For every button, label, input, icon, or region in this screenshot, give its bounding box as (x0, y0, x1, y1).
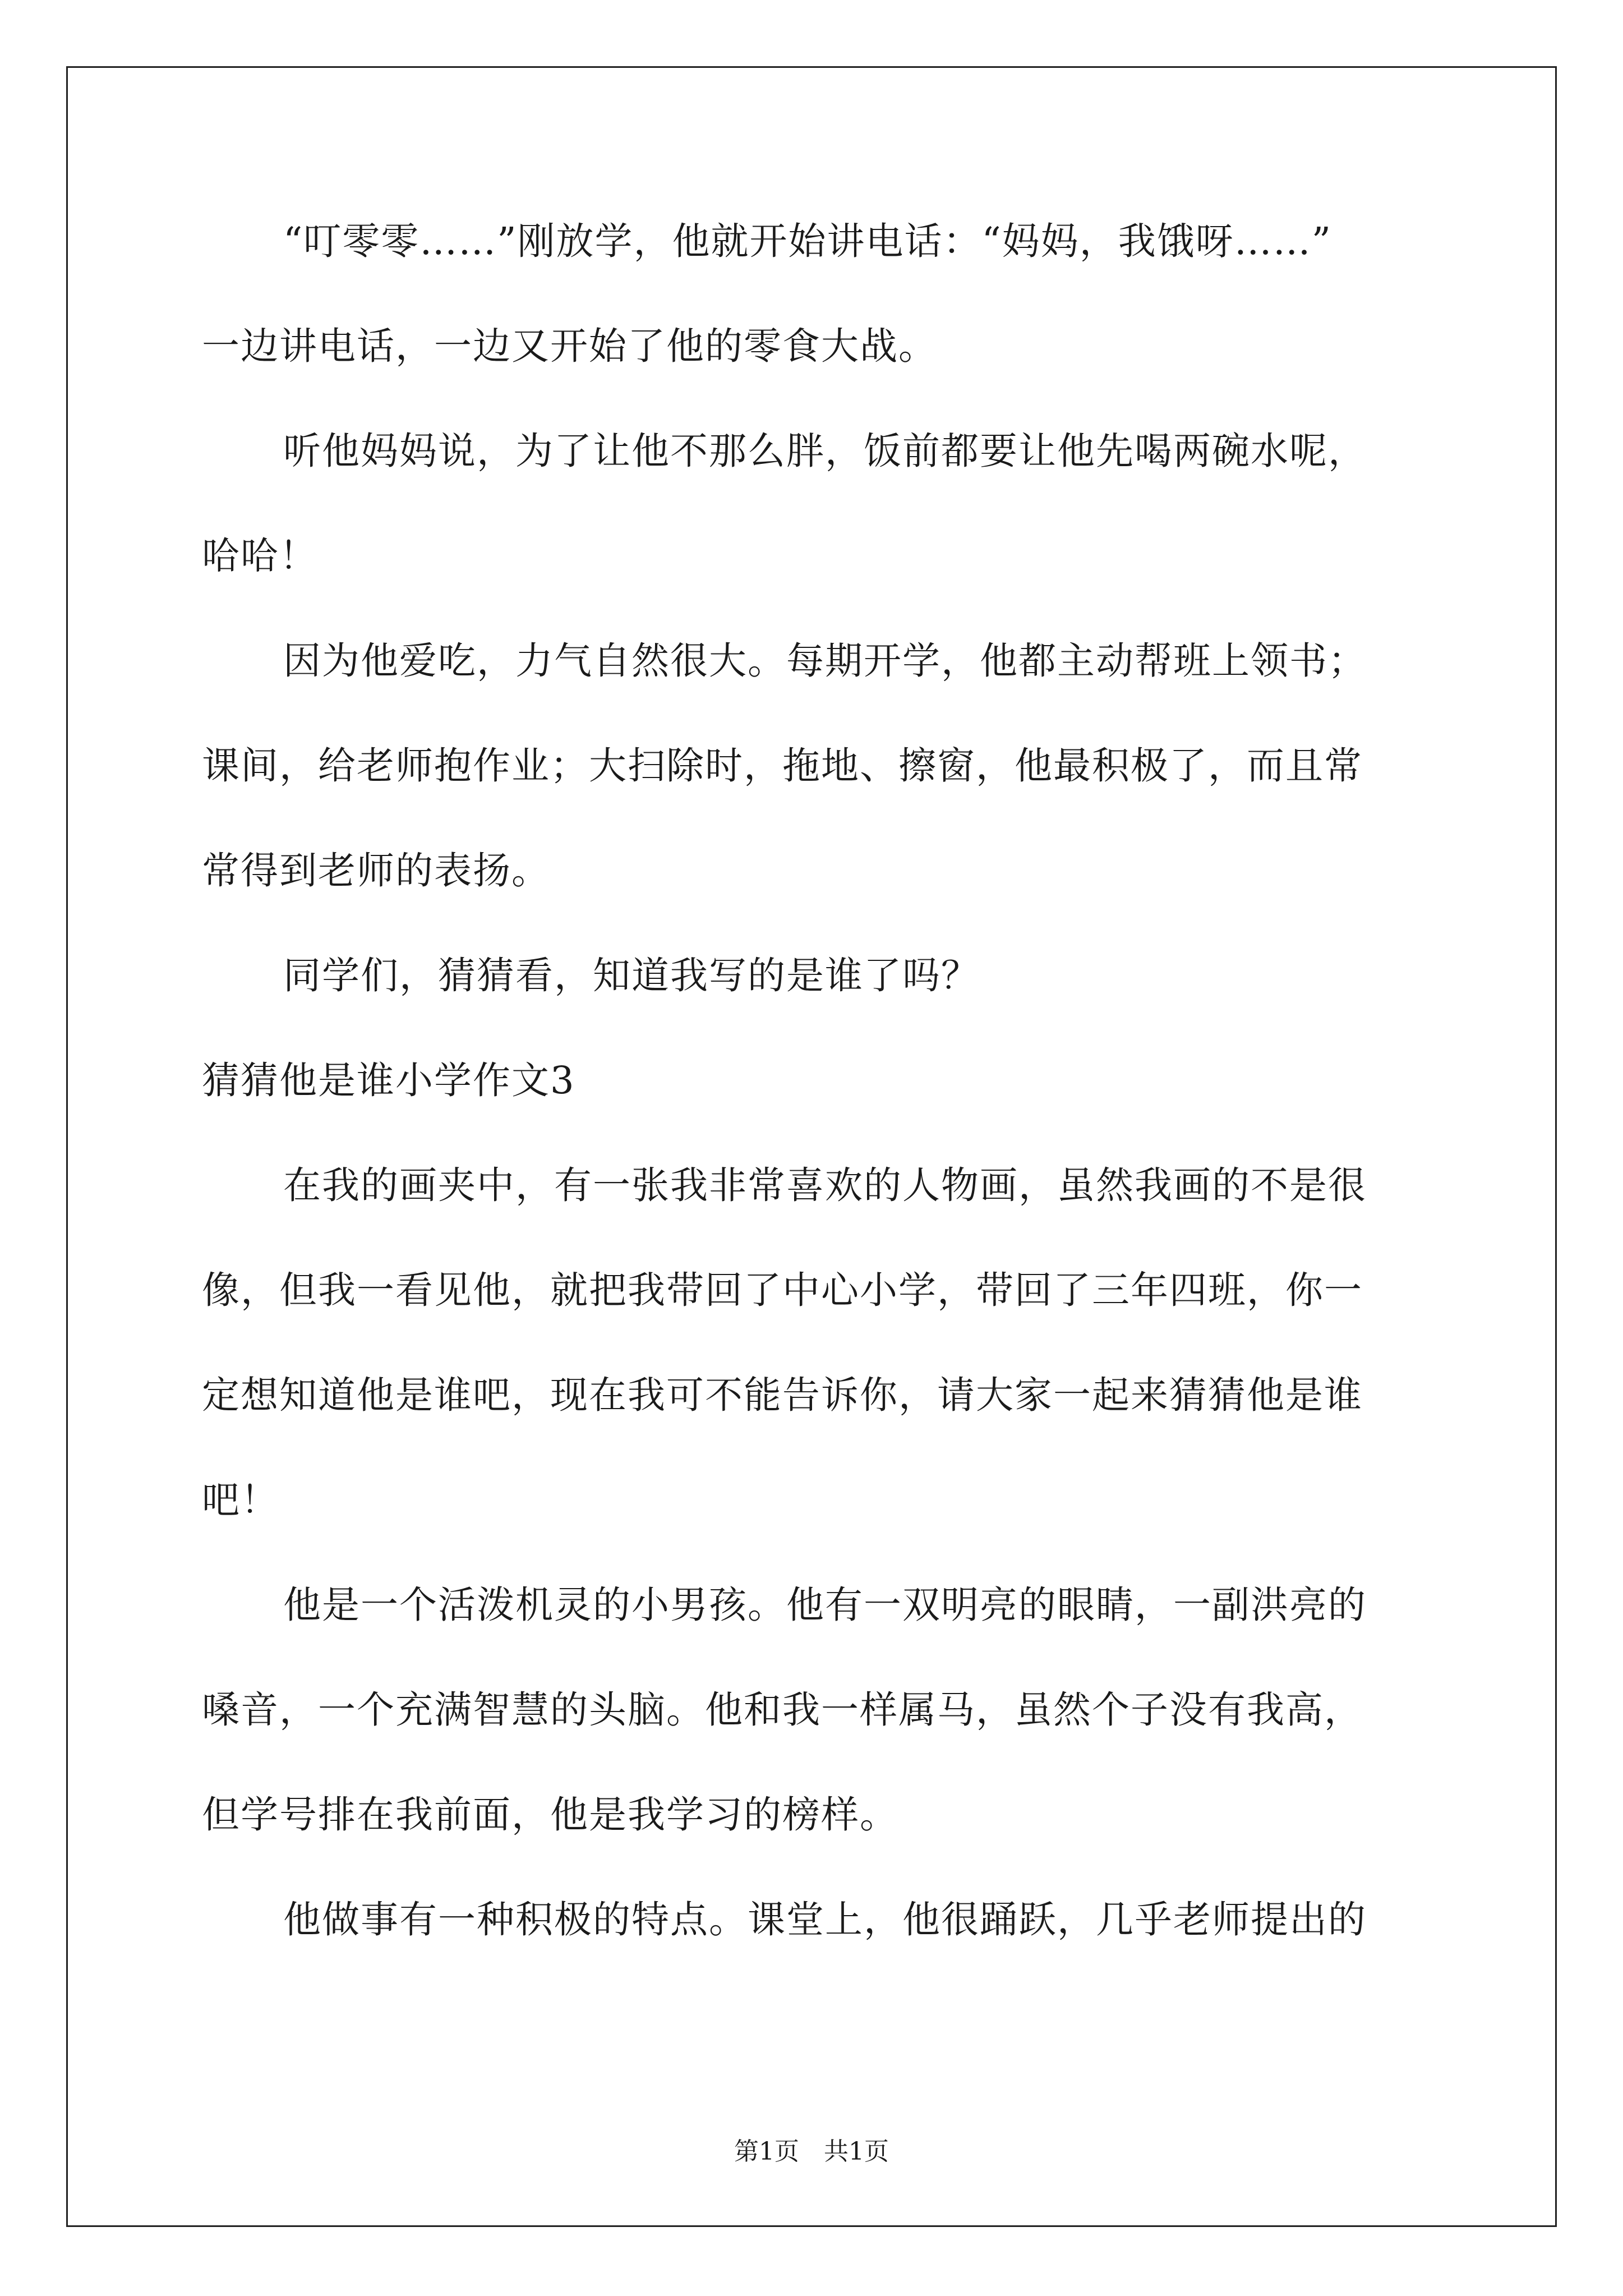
paragraph-line: 但学号排在我前面，他是我学习的榜样。 (202, 1793, 898, 1837)
paragraph-line: 因为他爱吃，力气自然很大。每期开学，他都主动帮班上领书； (283, 639, 1367, 683)
paragraph-line: 课间，给老师抱作业；大扫除时，拖地、擦窗，他最积极了，而且常 (202, 744, 1363, 788)
paragraph-line: 他做事有一种积极的特点。课堂上，他很踊跃，几乎老师提出的 (283, 1898, 1367, 1941)
paragraph-line: 像，但我一看见他，就把我带回了中心小学，带回了三年四班，你一 (202, 1268, 1363, 1312)
section-heading: 猜猜他是谁小学作文3 (202, 1059, 575, 1102)
paragraph-line: 定想知道他是谁吧，现在我可不能告诉你，请大家一起来猜猜他是谁 (202, 1373, 1363, 1417)
paragraph-line: 常得到老师的表扬。 (202, 849, 550, 892)
paragraph-line: 在我的画夹中，有一张我非常喜欢的人物画，虽然我画的不是很 (283, 1163, 1367, 1207)
paragraph-line: “叮零零……”刚放学，他就开始讲电话：“妈妈，我饿呀……” (283, 219, 1332, 263)
paragraph-line: 听他妈妈说，为了让他不那么胖，饭前都要让他先喝两碗水呢， (283, 429, 1367, 473)
paragraph-line: 同学们，猜猜看，知道我写的是谁了吗？ (283, 954, 980, 997)
paragraph-line: 他是一个活泼机灵的小男孩。他有一双明亮的眼睛，一副洪亮的 (283, 1583, 1367, 1627)
paragraph-line: 一边讲电话，一边又开始了他的零食大战。 (202, 324, 937, 368)
page-number: 第1页 共1页 (734, 2137, 889, 2166)
paragraph-line: 吧！ (202, 1478, 279, 1522)
paragraph-line: 嗓音，一个充满智慧的头脑。他和我一样属马，虽然个子没有我高， (202, 1688, 1363, 1732)
paragraph-line: 哈哈！ (202, 534, 318, 578)
